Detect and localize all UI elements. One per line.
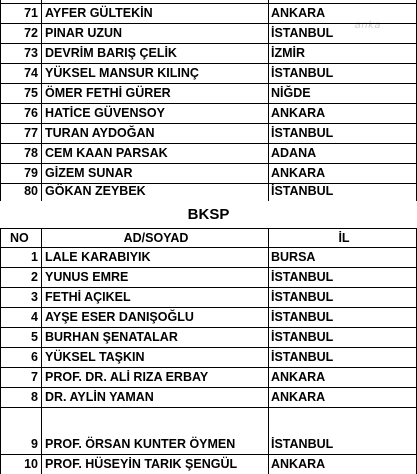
name-cell: DEVRİM BARIŞ ÇELİK	[45, 46, 177, 60]
table-row	[0, 24, 417, 44]
row-number: 78	[24, 146, 38, 160]
name-cell: FETHİ AÇIKEL	[45, 290, 131, 304]
city-cell: İSTANBUL	[271, 26, 334, 40]
row-number: 7	[31, 370, 38, 384]
table-header	[0, 229, 417, 248]
city-cell: ANKARA	[271, 166, 326, 180]
city-cell: İSTANBUL	[271, 126, 334, 140]
row-number: 8	[31, 390, 38, 404]
name-cell: PROF. ÖRSAN KUNTER ÖYMEN	[45, 437, 236, 451]
row-number: 76	[24, 106, 38, 120]
table-row	[0, 144, 417, 164]
city-cell: ANKARA	[271, 106, 326, 120]
table-row	[0, 328, 417, 348]
city-cell: İZMİR	[271, 46, 306, 60]
row-number: 80	[24, 184, 38, 198]
city-cell: İSTANBUL	[271, 437, 334, 451]
row-number: 3	[31, 290, 38, 304]
table-row	[0, 408, 417, 455]
name-cell: BURHAN ŞENATALAR	[45, 330, 178, 344]
table-row	[0, 268, 417, 288]
section-title: BKSP	[0, 201, 417, 229]
row-number: 75	[24, 86, 38, 100]
header-name: AD/SOYAD	[123, 231, 189, 245]
row-number: 2	[31, 270, 38, 284]
city-cell: ANKARA	[271, 390, 326, 404]
row-number: 10	[24, 457, 38, 471]
table-row	[0, 124, 417, 144]
name-cell: GİZEM SUNAR	[45, 166, 133, 180]
city-cell: BURSA	[271, 250, 316, 264]
watermark: anka	[354, 20, 381, 31]
table-row	[0, 348, 417, 368]
city-cell: İSTANBUL	[271, 66, 334, 80]
city-cell: ANKARA	[271, 6, 326, 20]
row-number: 73	[24, 46, 38, 60]
table-row	[0, 64, 417, 84]
table-row	[0, 84, 417, 104]
name-cell: GÖKAN ZEYBEK	[45, 184, 146, 198]
row-number: 77	[24, 126, 38, 140]
city-cell: İSTANBUL	[271, 350, 334, 364]
name-cell: HATİCE GÜVENSOY	[45, 106, 165, 120]
table-row	[0, 4, 417, 24]
table-row	[0, 308, 417, 328]
row-number: 79	[24, 166, 38, 180]
name-cell: DR. AYLİN YAMAN	[45, 390, 154, 404]
row-number: 4	[31, 310, 38, 324]
table-row	[0, 248, 417, 268]
row-number: 1	[31, 250, 38, 264]
city-cell: NİĞDE	[271, 86, 311, 100]
table-row	[0, 104, 417, 124]
row-number: 5	[31, 330, 38, 344]
name-cell: AYFER GÜLTEKİN	[45, 6, 153, 20]
name-cell: PROF. DR. ALİ RIZA ERBAY	[45, 370, 209, 384]
row-number: 9	[31, 437, 38, 451]
grid-line	[0, 3, 417, 4]
name-cell: YUNUS EMRE	[45, 270, 129, 284]
row-number: 72	[24, 26, 38, 40]
city-cell: ADANA	[271, 146, 317, 160]
name-cell: AYŞE ESER DANIŞOĞLU	[45, 310, 194, 324]
table-row	[0, 182, 417, 202]
city-cell: İSTANBUL	[271, 330, 334, 344]
row-number: 74	[24, 66, 38, 80]
table-row	[0, 164, 417, 184]
city-cell: ANKARA	[271, 457, 326, 471]
row-number: 71	[24, 6, 38, 20]
table-row	[0, 288, 417, 308]
city-cell: ANKARA	[271, 370, 326, 384]
city-cell: İSTANBUL	[271, 270, 334, 284]
city-cell: İSTANBUL	[271, 184, 334, 198]
name-cell: YÜKSEL MANSUR KILINÇ	[45, 66, 199, 80]
row-number: 6	[31, 350, 38, 364]
name-cell: PROF. HÜSEYİN TARIK ŞENGÜL	[45, 457, 238, 471]
table-row	[0, 455, 417, 474]
name-cell: CEM KAAN PARSAK	[45, 146, 168, 160]
header-city: İL	[338, 231, 350, 245]
table-row	[0, 368, 417, 388]
name-cell: TURAN AYDOĞAN	[45, 126, 155, 140]
name-cell: PINAR UZUN	[45, 26, 123, 40]
header-no: NO	[10, 231, 29, 245]
name-cell: ÖMER FETHİ GÜRER	[45, 86, 171, 100]
city-cell: İSTANBUL	[271, 310, 334, 324]
name-cell: LALE KARABIYIK	[45, 250, 151, 264]
city-cell: İSTANBUL	[271, 290, 334, 304]
name-cell: YÜKSEL TAŞKIN	[45, 350, 145, 364]
table-row	[0, 44, 417, 64]
table-row	[0, 388, 417, 408]
